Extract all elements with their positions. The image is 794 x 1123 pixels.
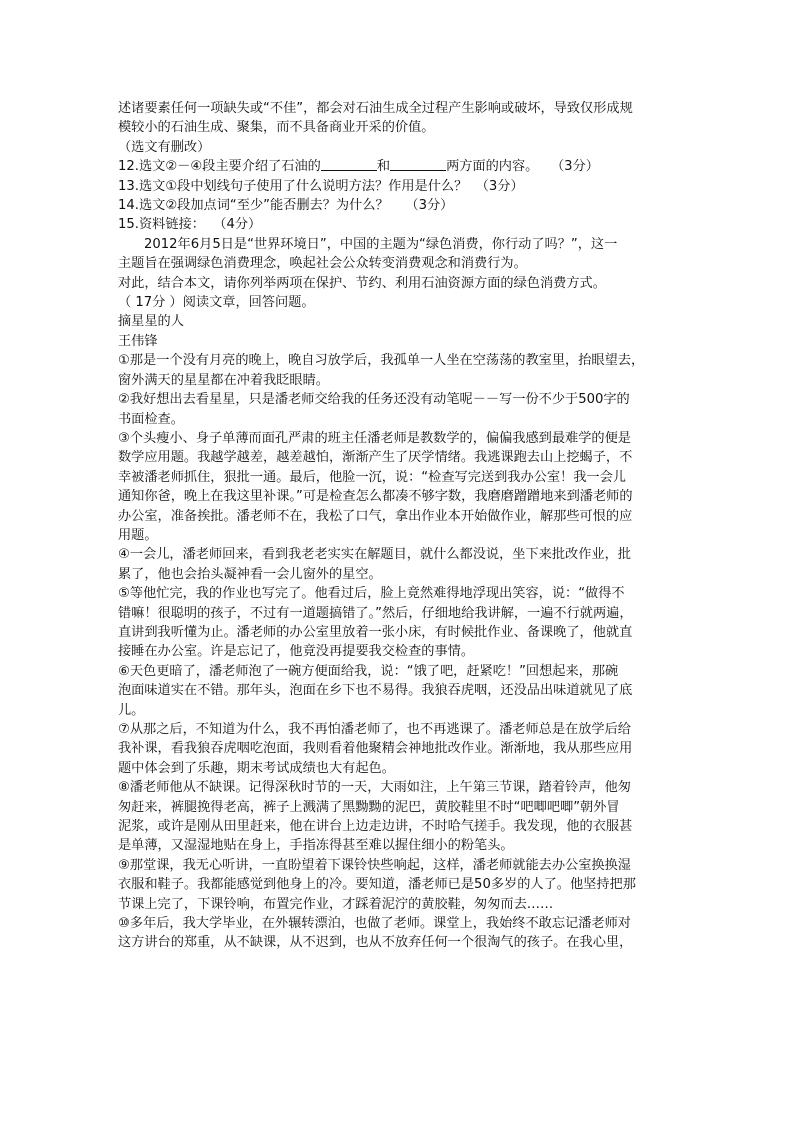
article-line: ③个头瘦小、身子单薄而面孔严肃的班主任潘老师是教数学的，偏偏我感到最难学的便是 <box>118 430 631 446</box>
article-line: 节课上完了，下课铃响，布置完作业，才踩着泥泞的黄胶鞋，匆匆而去…… <box>118 896 554 912</box>
article-line: 我补课，看我狼吞虎咽吃泡面，我则看着他聚精会神地批改作业。渐渐地，我从那些应用 <box>118 741 633 757</box>
article-line: ⑤等他忙完，我的作业也写完了。他看过后，脸上竟然难得地浮现出笑容，说：“做得不 <box>118 586 625 602</box>
question-12 <box>118 157 678 176</box>
question-14: 14.选文②段加点词“至少”能否删去？为什么？ （3分） <box>118 198 454 214</box>
article-line: ⑩多年后，我大学毕业，在外辗转漂泊，也做了老师。课堂上，我始终不敢忘记潘老师对 <box>118 916 631 932</box>
article-line: 泡面味道实在不错。那年头，泡面在乡下也不易得。我狼吞虎咽，还没品出味道就见了底 <box>118 683 633 699</box>
article-line: ④一会儿，潘老师回来，看到我老老实实在解题目，就什么都没说，坐下来批改作业，批 <box>118 547 631 563</box>
article-line: ⑧潘老师他从不缺课。记得深秋时节的一天，大雨如注，上午第三节课，踏着铃声，他匆 <box>118 780 631 796</box>
article-title: 摘星星的人 <box>118 314 184 330</box>
article-body <box>118 351 678 953</box>
article-line: ①那是一个没有月亮的晚上，晚自习放学后，我孤单一人坐在空荡荡的教室里，抬眼望去， <box>118 353 645 369</box>
question-12-middle: 和 <box>376 159 391 175</box>
article-line: 这方讲台的郑重，从不缺课，从不迟到，也从不放弃任何一个很淘气的孩子。在我心里， <box>118 935 633 951</box>
article-line: 泥浆，或许是刚从田里赶来，他在讲台上边走边讲，不时哈气搓手。我发现，他的衣服甚 <box>118 819 633 835</box>
answer-blank-1[interactable] <box>321 158 377 171</box>
question-13: 13.选文①段中划线句子使用了什么说明方法？作用是什么？ （3分） <box>118 178 524 194</box>
source-note: （选文有删改） <box>118 139 211 155</box>
article-line: 题中体会到了乐趣，期末考试成绩也大有起色。 <box>118 760 395 776</box>
article-line: ⑦从那之后，不知道为什么，我不再怕潘老师了，也不再逃课了。潘老师总是在放学后给 <box>118 722 631 737</box>
article-line: 累了，他也会抬头凝神看一会儿窗外的星空。 <box>118 566 382 582</box>
article-line: 直讲到我听懂为止。潘老师的办公室里放着一张小床，有时候批作业、备课晚了，他就直 <box>118 624 633 640</box>
article-line: 匆赶来，裤腿挽得老高，裤子上溅满了黑黝黝的泥巴，黄胶鞋里不时“吧唧吧唧”朝外冒 <box>118 799 620 815</box>
intro-line-1: 述诸要素任何一项缺失或“不佳”，都会对石油生成全过程产生影响或破坏，导致仅形成规 <box>118 101 633 116</box>
question-15: 15.资料链接： （4分） <box>118 217 262 233</box>
article-line: 数学应用题。我越学越差，越差越怕，渐渐产生了厌学情绪。我逃课跑去山上挖蝎子，不 <box>118 450 633 466</box>
document-page <box>118 99 678 953</box>
question-15-prompt: 对此，结合本文，请你列举两项在保护、节约、利用石油资源方面的绿色消费方式。 <box>118 275 606 291</box>
question-15-material-line-2: 主题旨在强调绿色消费理念，唤起社会公众转变消费观念和消费行为。 <box>118 256 527 272</box>
article-line: ⑥天色更暗了，潘老师泡了一碗方便面给我，说：“饿了吧，赶紧吃！”回想起来，那碗 <box>118 663 619 679</box>
article-line: 窗外满天的星星都在冲着我眨眼睛。 <box>118 372 329 388</box>
article-author: 王伟锋 <box>118 333 158 349</box>
article-line: 接睡在办公室。许是忘记了，他竟没再提要我交检查的事情。 <box>118 644 475 660</box>
article-line: 是单薄，又湿湿地贴在身上，手指冻得甚至难以握住细小的粉笔头。 <box>118 838 514 854</box>
article-line: ②我好想出去看星星，只是潘老师交给我的任务还没有动笔呢－－写一份不少于500字的 <box>118 392 630 408</box>
article-line: 幸被潘老师抓住，狠批一通。最后，他脸一沉，说：“检查写完送到我办公室！我一会儿 <box>118 469 626 485</box>
article-line: ⑨那堂课，我无心听讲，一直盼望着下课铃快些响起，这样，潘老师就能去办公室换换湿 <box>118 857 631 873</box>
article-line: 错嘛！很聪明的孩子，不过有一道题搞错了。”然后，仔细地给我讲解，一遍不行就两遍， <box>118 605 633 621</box>
question-15-material-line-1: 2012年6月5日是“世界环境日”，中国的主题为“绿色消费，你行动了吗？”，这一 <box>144 236 618 252</box>
article-line: 用题。 <box>118 527 158 543</box>
article-line: 衣服和鞋子。我都能感觉到他身上的冷。要知道，潘老师已是50多岁的人了。他坚持把那 <box>118 877 636 893</box>
intro-line-2: 模较小的石油生成、聚集，而不具备商业开采的价值。 <box>118 120 435 136</box>
section-header: （ 17分 ）阅读文章，回答问题。 <box>118 295 315 311</box>
article-line: 儿。 <box>118 702 145 718</box>
answer-blank-2[interactable] <box>390 158 446 171</box>
article-line: 书面检查。 <box>118 411 184 427</box>
article-line: 通知你爸，晚上在我这里补课。”可是检查怎么都凑不够字数，我磨磨蹭蹭地来到潘老师的 <box>118 489 633 505</box>
question-12-suffix: 两方面的内容。 （3分） <box>446 159 599 175</box>
article-line: 办公室，准备挨批。潘老师不在，我松了口气，拿出作业本开始做作业，解那些可恨的应 <box>118 508 633 524</box>
question-12-prefix: 12.选文②－④段主要介绍了石油的 <box>118 159 321 175</box>
